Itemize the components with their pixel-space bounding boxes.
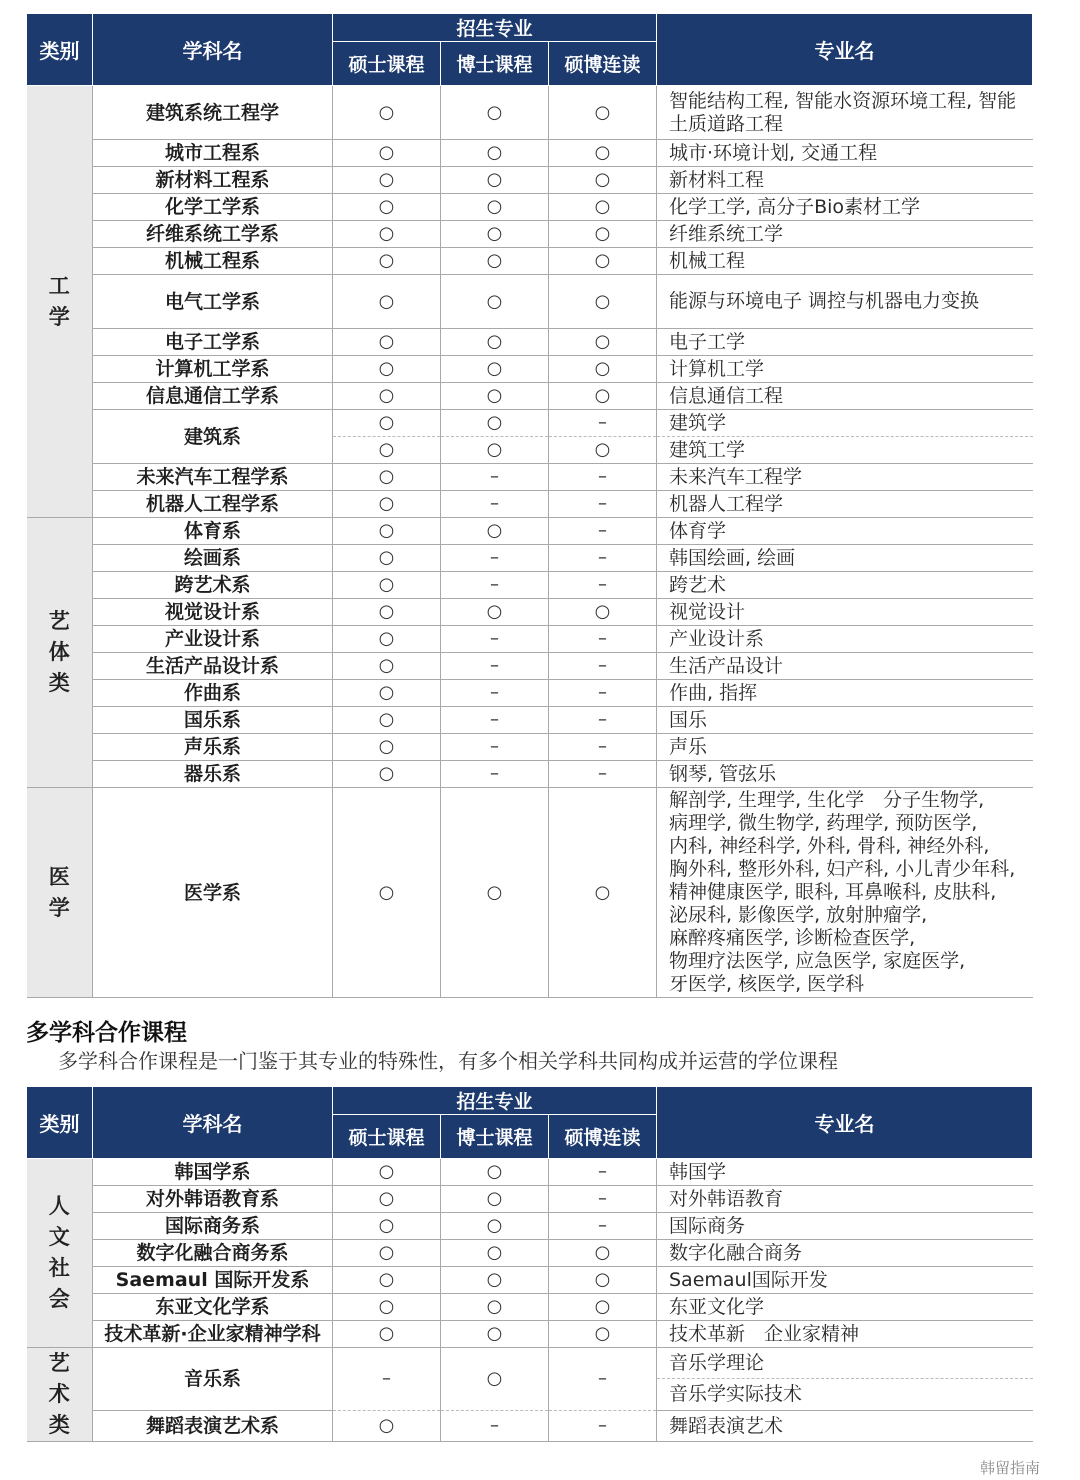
major-name: 城市·环境计划, 交通工程 bbox=[657, 140, 1033, 167]
dept-name: 东亚文化学系 bbox=[93, 1294, 333, 1321]
master-mark: ○ bbox=[333, 788, 441, 998]
table-row bbox=[27, 221, 1033, 248]
header-recruit: 招生专业 bbox=[333, 1087, 657, 1115]
master-mark: ○ bbox=[333, 1410, 441, 1441]
doctor-mark: – bbox=[441, 680, 549, 707]
major-name: 电子工学 bbox=[657, 329, 1033, 356]
dept-name: Saemaul 国际开发系 bbox=[93, 1267, 333, 1294]
master-mark: ○ bbox=[333, 221, 441, 248]
header-major: 专业名 bbox=[657, 1087, 1033, 1159]
combined-mark: ○ bbox=[549, 383, 657, 410]
doctor-mark: ○ bbox=[441, 1348, 549, 1411]
combined-mark: – bbox=[549, 464, 657, 491]
table-row bbox=[27, 734, 1033, 761]
master-mark: ○ bbox=[333, 1321, 441, 1348]
combined-mark: ○ bbox=[549, 86, 657, 140]
dept-name: 器乐系 bbox=[93, 761, 333, 788]
table-row bbox=[27, 626, 1033, 653]
major-name: 韩国绘画, 绘画 bbox=[657, 545, 1033, 572]
major-line: 解剖学, 生理学, 生化学 分子生物学, bbox=[669, 789, 985, 811]
major-name: 韩国学 bbox=[657, 1159, 1033, 1186]
table-row bbox=[27, 356, 1033, 383]
doctor-mark: ○ bbox=[441, 437, 549, 464]
combined-mark: – bbox=[549, 680, 657, 707]
category-char: 人 bbox=[48, 1194, 70, 1218]
dept-name: 机器人工程学系 bbox=[93, 491, 333, 518]
dept-name: 生活产品设计系 bbox=[93, 653, 333, 680]
header-recruit: 招生专业 bbox=[333, 14, 657, 42]
combined-mark: ○ bbox=[549, 1240, 657, 1267]
combined-mark: ○ bbox=[549, 1294, 657, 1321]
master-mark: ○ bbox=[333, 437, 441, 464]
master-mark: ○ bbox=[333, 680, 441, 707]
master-mark: – bbox=[333, 1348, 441, 1411]
table-2-body bbox=[27, 1159, 1033, 1442]
table-row bbox=[27, 1410, 1033, 1441]
dept-name: 视觉设计系 bbox=[93, 599, 333, 626]
table-row bbox=[27, 707, 1033, 734]
dept-name: 数字化融合商务系 bbox=[93, 1240, 333, 1267]
master-mark: ○ bbox=[333, 1267, 441, 1294]
table-row bbox=[27, 1321, 1033, 1348]
category-char: 社 bbox=[48, 1256, 70, 1280]
doctor-mark: – bbox=[441, 491, 549, 518]
master-mark: ○ bbox=[333, 491, 441, 518]
major-name: 机器人工程学 bbox=[657, 491, 1033, 518]
combined-mark: – bbox=[549, 653, 657, 680]
major-name: 视觉设计 bbox=[657, 599, 1033, 626]
header-category: 类别 bbox=[27, 1087, 93, 1159]
combined-mark: – bbox=[549, 410, 657, 437]
master-mark: ○ bbox=[333, 734, 441, 761]
master-mark: ○ bbox=[333, 464, 441, 491]
major-name: 音乐学理论 bbox=[657, 1348, 1033, 1379]
doctor-mark: – bbox=[441, 734, 549, 761]
master-mark: ○ bbox=[333, 545, 441, 572]
table-row bbox=[27, 680, 1033, 707]
major-name: 化学工学, 高分子Bio素材工学 bbox=[657, 194, 1033, 221]
doctor-mark: ○ bbox=[441, 221, 549, 248]
major-name: 新材料工程 bbox=[657, 167, 1033, 194]
table-row bbox=[27, 410, 1033, 437]
major-name: 未来汽车工程学 bbox=[657, 464, 1033, 491]
major-name: 数字化融合商务 bbox=[657, 1240, 1033, 1267]
combined-mark: – bbox=[549, 1213, 657, 1240]
doctor-mark: – bbox=[441, 626, 549, 653]
dept-name: 技术革新·企业家精神学科 bbox=[93, 1321, 333, 1348]
doctor-mark: ○ bbox=[441, 1294, 549, 1321]
major-name: 机械工程 bbox=[657, 248, 1033, 275]
table-row bbox=[27, 194, 1033, 221]
programs-table-2 bbox=[26, 1086, 1033, 1442]
dept-name: 跨艺术系 bbox=[93, 572, 333, 599]
major-name: 纤维系统工学 bbox=[657, 221, 1033, 248]
header-dept: 学科名 bbox=[93, 14, 333, 86]
doctor-mark: ○ bbox=[441, 86, 549, 140]
header-doctor: 博士课程 bbox=[441, 42, 549, 86]
doctor-mark: ○ bbox=[441, 275, 549, 329]
combined-mark: ○ bbox=[549, 167, 657, 194]
combined-mark: – bbox=[549, 518, 657, 545]
table-row bbox=[27, 518, 1033, 545]
doctor-mark: ○ bbox=[441, 599, 549, 626]
dept-name: 城市工程系 bbox=[93, 140, 333, 167]
doctor-mark: ○ bbox=[441, 383, 549, 410]
master-mark: ○ bbox=[333, 86, 441, 140]
major-name: 技术革新 企业家精神 bbox=[657, 1321, 1033, 1348]
combined-mark: – bbox=[549, 1159, 657, 1186]
major-name: 东亚文化学 bbox=[657, 1294, 1033, 1321]
table-row bbox=[27, 86, 1033, 140]
table-row bbox=[27, 653, 1033, 680]
major-name: Saemaul国际开发 bbox=[657, 1267, 1033, 1294]
master-mark: ○ bbox=[333, 707, 441, 734]
combined-mark: – bbox=[549, 1186, 657, 1213]
master-mark: ○ bbox=[333, 275, 441, 329]
category-char: 艺 bbox=[48, 609, 70, 633]
doctor-mark: ○ bbox=[441, 1321, 549, 1348]
master-mark: ○ bbox=[333, 140, 441, 167]
doctor-mark: ○ bbox=[441, 1159, 549, 1186]
combined-mark: ○ bbox=[549, 329, 657, 356]
doctor-mark: ○ bbox=[441, 356, 549, 383]
table-row bbox=[27, 1213, 1033, 1240]
master-mark: ○ bbox=[333, 356, 441, 383]
header-major: 专业名 bbox=[657, 14, 1033, 86]
dept-name: 建筑系统工程学 bbox=[93, 86, 333, 140]
category-cell bbox=[27, 518, 93, 788]
category-cell bbox=[27, 1348, 93, 1442]
category-char: 医 bbox=[48, 864, 70, 889]
table-row bbox=[27, 140, 1033, 167]
combined-mark: ○ bbox=[549, 275, 657, 329]
combined-mark: ○ bbox=[549, 599, 657, 626]
major-name: 建筑学 bbox=[657, 410, 1033, 437]
combined-mark: ○ bbox=[549, 437, 657, 464]
combined-mark: ○ bbox=[549, 140, 657, 167]
major-line: 内科, 神经科学, 外科, 骨科, 神经外科, bbox=[669, 835, 990, 857]
table-row bbox=[27, 1240, 1033, 1267]
table-row bbox=[27, 788, 1033, 998]
master-mark: ○ bbox=[333, 1186, 441, 1213]
doctor-mark: – bbox=[441, 761, 549, 788]
combined-mark: ○ bbox=[549, 1321, 657, 1348]
major-line: 牙医学, 核医学, 医学科 bbox=[669, 973, 865, 995]
doctor-mark: ○ bbox=[441, 1213, 549, 1240]
dept-name: 电气工学系 bbox=[93, 275, 333, 329]
major-line: 泌尿科, 影像医学, 放射肿瘤学, bbox=[669, 904, 928, 926]
dept-name: 新材料工程系 bbox=[93, 167, 333, 194]
table-row bbox=[27, 491, 1033, 518]
major-name: 计算机工学 bbox=[657, 356, 1033, 383]
table-row bbox=[27, 275, 1033, 329]
dept-name: 信息通信工学系 bbox=[93, 383, 333, 410]
master-mark: ○ bbox=[333, 194, 441, 221]
major-name: 对外韩语教育 bbox=[657, 1186, 1033, 1213]
table-row bbox=[27, 248, 1033, 275]
category-char: 体 bbox=[48, 640, 70, 664]
table-row bbox=[27, 329, 1033, 356]
table-row bbox=[27, 1159, 1033, 1186]
dept-name: 机械工程系 bbox=[93, 248, 333, 275]
category-char: 学 bbox=[48, 304, 70, 329]
master-mark: ○ bbox=[333, 761, 441, 788]
dept-name: 医学系 bbox=[93, 788, 333, 998]
category-char: 艺 bbox=[48, 1351, 70, 1375]
major-name: 作曲, 指挥 bbox=[657, 680, 1033, 707]
doctor-mark: ○ bbox=[441, 167, 549, 194]
dept-name: 产业设计系 bbox=[93, 626, 333, 653]
major-name: 声乐 bbox=[657, 734, 1033, 761]
table-1-body bbox=[27, 86, 1033, 998]
master-mark: ○ bbox=[333, 383, 441, 410]
dept-name: 韩国学系 bbox=[93, 1159, 333, 1186]
master-mark: ○ bbox=[333, 248, 441, 275]
header-master: 硕士课程 bbox=[333, 1115, 441, 1159]
table-row bbox=[27, 464, 1033, 491]
dept-name: 作曲系 bbox=[93, 680, 333, 707]
table-row bbox=[27, 383, 1033, 410]
doctor-mark: – bbox=[441, 464, 549, 491]
doctor-mark: ○ bbox=[441, 1186, 549, 1213]
doctor-mark: ○ bbox=[441, 140, 549, 167]
combined-mark: – bbox=[549, 707, 657, 734]
combined-mark: ○ bbox=[549, 788, 657, 998]
master-mark: ○ bbox=[333, 329, 441, 356]
master-mark: ○ bbox=[333, 653, 441, 680]
major-name: 智能结构工程, 智能水资源环境工程, 智能土质道路工程 bbox=[657, 86, 1033, 140]
table-row bbox=[27, 1348, 1033, 1379]
combined-mark: – bbox=[549, 626, 657, 653]
header-dept: 学科名 bbox=[93, 1087, 333, 1159]
combined-mark: – bbox=[549, 1348, 657, 1411]
table-row bbox=[27, 1186, 1033, 1213]
table-row bbox=[27, 572, 1033, 599]
table-row bbox=[27, 545, 1033, 572]
table-row bbox=[27, 599, 1033, 626]
section-title: 多学科合作课程 bbox=[26, 1020, 187, 1046]
doctor-mark: – bbox=[441, 545, 549, 572]
dept-name: 计算机工学系 bbox=[93, 356, 333, 383]
major-name: 音乐学实际技术 bbox=[657, 1379, 1033, 1410]
major-name: 跨艺术 bbox=[657, 572, 1033, 599]
dept-name: 化学工学系 bbox=[93, 194, 333, 221]
table-row bbox=[27, 167, 1033, 194]
master-mark: ○ bbox=[333, 1213, 441, 1240]
major-line: 病理学, 微生物学, 药理学, 预防医学, bbox=[669, 812, 978, 834]
master-mark: ○ bbox=[333, 518, 441, 545]
combined-mark: ○ bbox=[549, 194, 657, 221]
master-mark: ○ bbox=[333, 599, 441, 626]
doctor-mark: – bbox=[441, 707, 549, 734]
dept-name: 对外韩语教育系 bbox=[93, 1186, 333, 1213]
doctor-mark: – bbox=[441, 653, 549, 680]
doctor-mark: ○ bbox=[441, 248, 549, 275]
master-mark: ○ bbox=[333, 167, 441, 194]
dept-name: 国际商务系 bbox=[93, 1213, 333, 1240]
master-mark: ○ bbox=[333, 1159, 441, 1186]
watermark: 韩留指南 bbox=[979, 1459, 1040, 1477]
category-char: 类 bbox=[48, 1413, 70, 1437]
master-mark: ○ bbox=[333, 626, 441, 653]
combined-mark: – bbox=[549, 572, 657, 599]
major-line: 物理疗法医学, 应急医学, 家庭医学, bbox=[669, 950, 966, 972]
combined-mark: – bbox=[549, 491, 657, 518]
doctor-mark: ○ bbox=[441, 329, 549, 356]
dept-name: 未来汽车工程学系 bbox=[93, 464, 333, 491]
category-cell bbox=[27, 1159, 93, 1348]
major-name: 国乐 bbox=[657, 707, 1033, 734]
category-char: 学 bbox=[48, 895, 70, 920]
table-row bbox=[27, 761, 1033, 788]
category-char: 文 bbox=[48, 1225, 70, 1249]
doctor-mark: – bbox=[441, 1410, 549, 1441]
major-name: 信息通信工程 bbox=[657, 383, 1033, 410]
combined-mark: ○ bbox=[549, 221, 657, 248]
major-name: 生活产品设计 bbox=[657, 653, 1033, 680]
major-line: 胸外科, 整形外科, 妇产科, 小儿青少年科, bbox=[669, 858, 1016, 880]
doctor-mark: ○ bbox=[441, 410, 549, 437]
dept-name: 音乐系 bbox=[93, 1348, 333, 1411]
category-char: 术 bbox=[48, 1382, 70, 1406]
major-line: 麻醉疼痛医学, 诊断检查医学, bbox=[669, 927, 916, 949]
header-doctor: 博士课程 bbox=[441, 1115, 549, 1159]
master-mark: ○ bbox=[333, 1294, 441, 1321]
combined-mark: ○ bbox=[549, 248, 657, 275]
header-master: 硕士课程 bbox=[333, 42, 441, 86]
dept-name: 体育系 bbox=[93, 518, 333, 545]
section-description: 多学科合作课程是一门鉴于其专业的特殊性，有多个相关学科共同构成并运营的学位课程 bbox=[58, 1049, 838, 1073]
major-line: 精神健康医学, 眼科, 耳鼻喉科, 皮肤科, bbox=[669, 881, 997, 903]
combined-mark: – bbox=[549, 734, 657, 761]
header-category: 类别 bbox=[27, 14, 93, 86]
combined-mark: – bbox=[549, 545, 657, 572]
major-name: 舞蹈表演艺术 bbox=[657, 1410, 1033, 1441]
doctor-mark: ○ bbox=[441, 1267, 549, 1294]
combined-mark: ○ bbox=[549, 356, 657, 383]
doctor-mark: ○ bbox=[441, 518, 549, 545]
doctor-mark: ○ bbox=[441, 1240, 549, 1267]
category-cell bbox=[27, 86, 93, 518]
major-name: 产业设计系 bbox=[657, 626, 1033, 653]
doctor-mark: ○ bbox=[441, 788, 549, 998]
category-char: 会 bbox=[48, 1287, 70, 1311]
programs-table-1 bbox=[26, 13, 1033, 998]
table-row bbox=[27, 1294, 1033, 1321]
combined-mark: ○ bbox=[549, 1267, 657, 1294]
major-name bbox=[657, 788, 1033, 998]
dept-name: 声乐系 bbox=[93, 734, 333, 761]
dept-name: 建筑系 bbox=[93, 410, 333, 464]
major-name: 国际商务 bbox=[657, 1213, 1033, 1240]
doctor-mark: ○ bbox=[441, 194, 549, 221]
header-combined: 硕博连读 bbox=[549, 42, 657, 86]
dept-name: 纤维系统工学系 bbox=[93, 221, 333, 248]
doctor-mark: – bbox=[441, 572, 549, 599]
category-cell bbox=[27, 788, 93, 998]
header-combined: 硕博连读 bbox=[549, 1115, 657, 1159]
master-mark: ○ bbox=[333, 410, 441, 437]
dept-name: 绘画系 bbox=[93, 545, 333, 572]
major-name: 建筑工学 bbox=[657, 437, 1033, 464]
dept-name: 电子工学系 bbox=[93, 329, 333, 356]
major-name: 能源与环境电子 调控与机器电力变换 bbox=[657, 275, 1033, 329]
dept-name: 国乐系 bbox=[93, 707, 333, 734]
master-mark: ○ bbox=[333, 1240, 441, 1267]
category-char: 工 bbox=[48, 273, 70, 298]
dept-name: 舞蹈表演艺术系 bbox=[93, 1410, 333, 1441]
major-name: 钢琴, 管弦乐 bbox=[657, 761, 1033, 788]
major-name: 体育学 bbox=[657, 518, 1033, 545]
master-mark: ○ bbox=[333, 572, 441, 599]
combined-mark: – bbox=[549, 761, 657, 788]
table-row bbox=[27, 1267, 1033, 1294]
category-char: 类 bbox=[48, 671, 70, 695]
combined-mark: – bbox=[549, 1410, 657, 1441]
